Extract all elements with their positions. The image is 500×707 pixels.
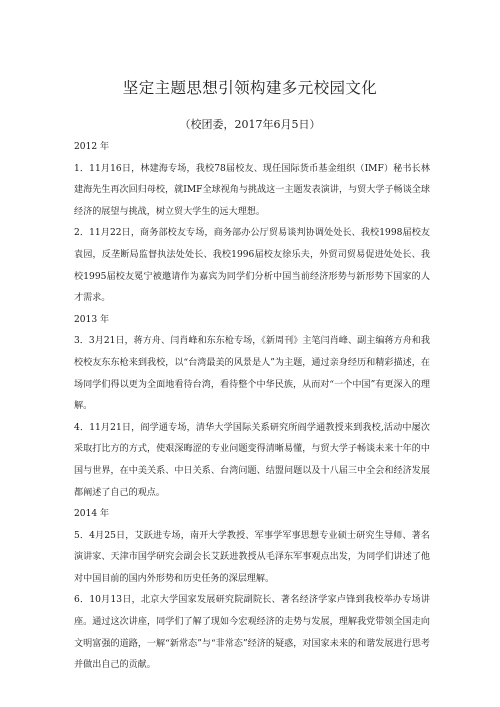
document-body bbox=[74, 137, 430, 677]
year-heading: 2014 年 bbox=[74, 509, 110, 520]
list-item: 2．11月22日，商务部校友专场，商务部办公厅贸易谈判协调处处长、我校1998届校友袁园，反垄断局监督执法处处长、我校1996届校友徐乐夫，外贸司贸易促进处处长、我校1995届校友冕宁被邀请作为嘉宾为同学们分析中国当前经济形势与新形势下国家的人才需求。 bbox=[74, 228, 430, 304]
year-heading: 2012 年 bbox=[74, 142, 110, 152]
list-item: 3．3月21日，蒋方舟、闫肖峰和东东枪专场，《新周刊》主笔闫肖峰、副主编蒋方舟和我校校友东东枪来到我校，以“台湾最美的风景是人”为主题，通过亲身经历和精彩描述，在场同学们得以更为全面地看待台湾，看待整个中华民族，从而对“一个中国”有更深入的理解。 bbox=[74, 336, 430, 412]
page-title: 坚定主题思想引领构建多元校园文化 bbox=[122, 79, 378, 97]
list-item: 4．11月21日，阎学通专场，清华大学国际关系研究所阎学通教授来到我校,活动中屡次采取打比方的方式，使艰深晦涩的专业问题变得清晰易懂，与贸大学子畅谈未来十年的中国与世界，在中美关系、中日关系、台湾问题、结盟问题以及十八届三中全会和经济发展都阐述了自己的观点。 bbox=[74, 422, 430, 498]
year-heading: 2013 年 bbox=[74, 314, 110, 325]
page-subtitle: （校团委，2017年6月5日） bbox=[179, 118, 321, 131]
list-item: 6．10月13日，北京大学国家发展研究院副院长、著名经济学家卢锋到我校举办专场讲座。通过这次讲座，同学们了解了现如今宏观经济的走势与发展，理解我党带领全国走向文明富强的道路，一解“新常态”与“非常态”经济的疑惑，对国家未来的和谐发展进行思考并做出自己的贡献。 bbox=[74, 595, 430, 671]
list-item: 1．11月16日，林建海专场，我校78届校友、现任国际货币基金组织（IMF）秘书长林建海先生再次回归母校，就IMF全球视角与挑战这一主题发表演讲，与贸大学子畅谈全球经济的展望与挑战，树立贸大学生的远大理想。 bbox=[74, 163, 430, 217]
list-item: 5．4月25日，艾跃进专场，南开大学教授、军事学军事思想专业硕士研究生导师、著名演讲家、天津市国学研究会副会长艾跃进教授从毛泽东军事观点出发，为同学们讲述了他对中国目前的国内外形势和历史任务的深层理解。 bbox=[74, 530, 430, 584]
